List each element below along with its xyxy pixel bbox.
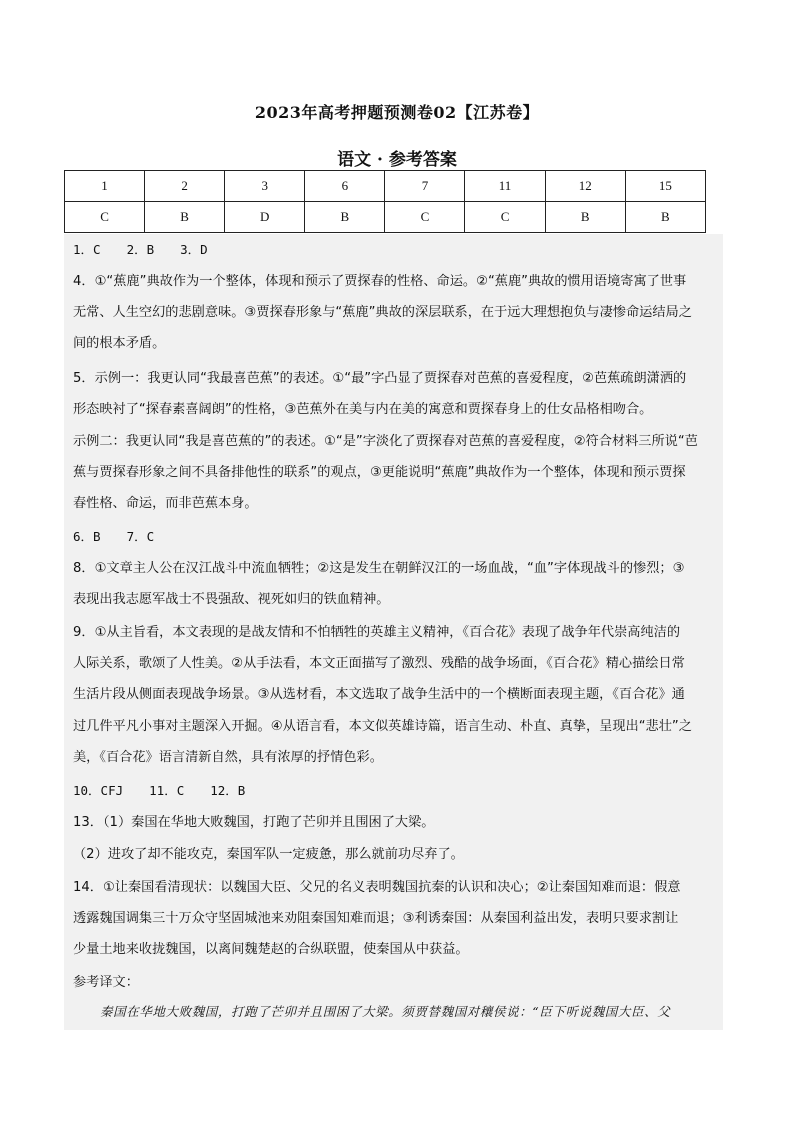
answer-line: 过几件平凡小事对主题深入开掘。④从语言看，本文似英雄诗篇，语言生动、朴直、真挚，呈现出“悲壮”之 bbox=[73, 719, 692, 734]
answer-line: 表现出我志愿军战士不畏强敌、视死如归的铁血精神。 bbox=[73, 592, 390, 607]
answer-line: 无常、人生空幻的悲剧意味。③贾探春形象与“蕉鹿”典故的深层联系，在于远大理想抱负与凄惨命运结局之 bbox=[73, 305, 692, 320]
translation-heading: 参考译文： bbox=[73, 975, 139, 990]
answer-line: 人际关系，歌颂了人性美。②从手法看，本文正面描写了激烈、残酷的战争场面，《百合花》精心描绘日常 bbox=[73, 656, 685, 671]
answer-choice: B bbox=[545, 202, 625, 233]
answer-row bbox=[65, 202, 706, 233]
answer-line: 10．CFJ 11．C 12．B bbox=[73, 783, 246, 798]
answer-choice: C bbox=[465, 202, 545, 233]
answer-table bbox=[64, 170, 706, 233]
answer-line: （2）进攻了却不能攻克，秦国军队一定疲惫，那么就前功尽弃了。 bbox=[73, 847, 464, 862]
answer-line: 透露魏国调集三十万众守坚固城池来劝阻秦国知难而退；③利诱秦国：从秦国利益出发，表明只要求割让 bbox=[73, 911, 679, 926]
answer-line: 生活片段从侧面表现战争场景。③从选材看，本文选取了战争生活中的一个横断面表现主题，《百合花》通 bbox=[73, 687, 685, 702]
question-number: 15 bbox=[625, 171, 705, 202]
exam-title: 2023年高考押题预测卷02【江苏卷】 bbox=[254, 103, 540, 122]
answer-line: 14．①让秦国看清现状：以魏国大臣、父兄的名义表明魏国抗秦的认识和决心；②让秦国知难而退：假意 bbox=[73, 880, 681, 895]
question-number: 7 bbox=[385, 171, 465, 202]
answer-line: 6．B 7．C bbox=[73, 529, 155, 544]
answer-line: 示例二：我更认同“我是喜芭蕉的”的表述。①“是”字淡化了贾探春对芭蕉的喜爱程度，②符合材料三所说“芭 bbox=[73, 434, 698, 449]
question-number: 3 bbox=[225, 171, 305, 202]
answer-line: 少量土地来收拢魏国，以离间魏楚赵的合纵联盟，使秦国从中获益。 bbox=[73, 942, 469, 957]
answer-line: 1．C 2．B 3．D bbox=[73, 242, 208, 257]
answer-choice: C bbox=[385, 202, 465, 233]
answer-line: 春性格、命运，而非芭蕉本身。 bbox=[73, 496, 258, 511]
answer-choice: B bbox=[145, 202, 225, 233]
answer-line: 形态映衬了“探春素喜阔朗”的性格，③芭蕉外在美与内在美的寓意和贾探春身上的仕女品格相吻合。 bbox=[73, 402, 653, 417]
answer-key-subtitle: 语文 · 参考答案 bbox=[337, 150, 457, 170]
answer-choice: C bbox=[65, 202, 145, 233]
answer-choice: D bbox=[225, 202, 305, 233]
question-number: 12 bbox=[545, 171, 625, 202]
answer-line: 4．①“蕉鹿”典故作为一个整体，体现和预示了贾探春的性格、命运。②“蕉鹿”典故的惯用语境寄寓了世事 bbox=[73, 274, 687, 289]
answer-line: 美，《百合花》语言清新自然，具有浓厚的抒情色彩。 bbox=[73, 750, 383, 765]
question-number: 1 bbox=[65, 171, 145, 202]
answer-line: 间的根本矛盾。 bbox=[73, 336, 166, 351]
answer-line: 8．①文章主人公在汉江战斗中流血牺牲；②这是发生在朝鲜汉江的一场血战，“血”字体现战斗的惨烈；③ bbox=[73, 561, 685, 576]
question-number: 2 bbox=[145, 171, 225, 202]
translation-text: 秦国在华地大败魏国，打跑了芒卯并且围困了大梁。须贾替魏国对穰侯说：“臣下听说魏国大臣、父 bbox=[100, 1004, 671, 1019]
question-number: 6 bbox=[305, 171, 385, 202]
answer-line: 5．示例一：我更认同“我最喜芭蕉”的表述。①“最”字凸显了贾探春对芭蕉的喜爱程度，②芭蕉疏朗潇洒的 bbox=[73, 371, 687, 386]
answer-line: 13．（1）秦国在华地大败魏国，打跑了芒卯并且围困了大梁。 bbox=[73, 815, 435, 830]
answer-line: 9．①从主旨看，本文表现的是战友情和不怕牺牲的英雄主义精神，《百合花》表现了战争年代崇高纯洁的 bbox=[73, 625, 681, 640]
question-number: 11 bbox=[465, 171, 545, 202]
answer-choice: B bbox=[305, 202, 385, 233]
answer-line: 蕉与贾探春形象之间不具备排他性的联系”的观点，③更能说明“蕉鹿”典故作为一个整体，体现和预示贾探 bbox=[73, 465, 686, 480]
answer-body bbox=[64, 234, 723, 1030]
question-number-row bbox=[65, 171, 706, 202]
answer-choice: B bbox=[625, 202, 705, 233]
